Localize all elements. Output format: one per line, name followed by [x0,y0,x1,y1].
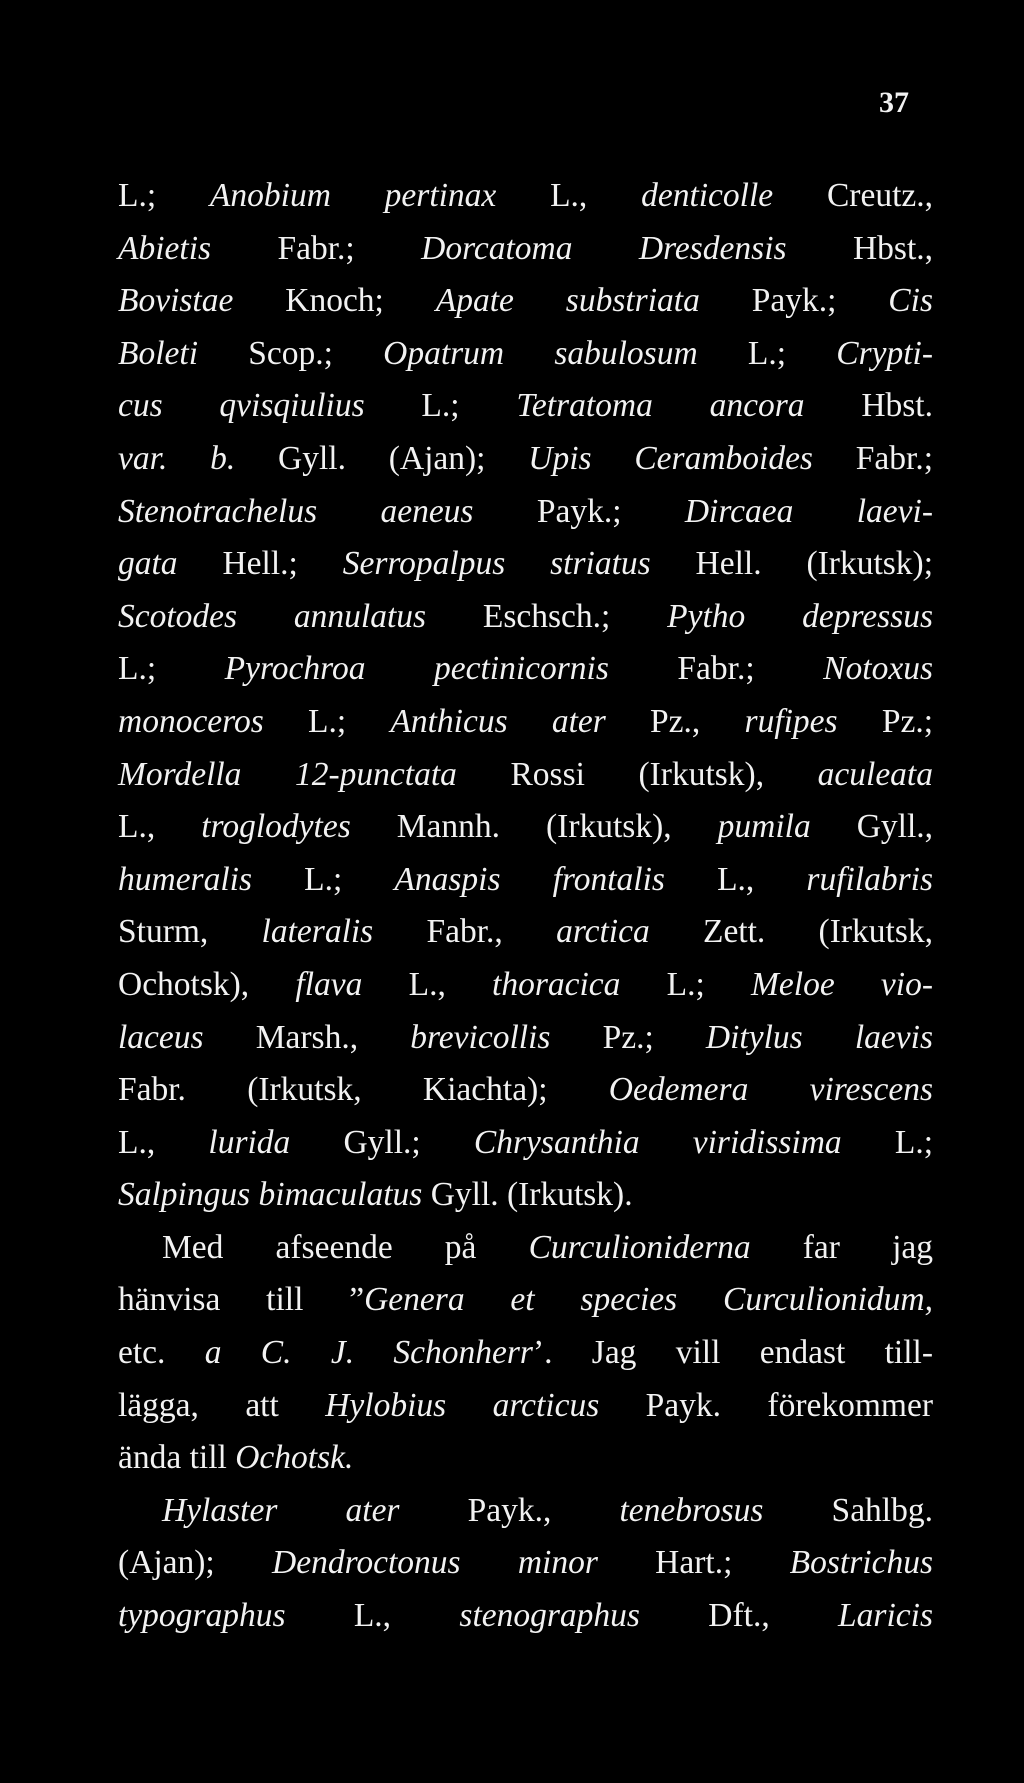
roman-text: far jag [750,1228,934,1266]
text-line [118,906,933,959]
roman-text: ’. Jag vill endast till- [532,1334,933,1372]
roman-text: Payk. förekommer [599,1386,933,1424]
roman-text: Fabr.; [608,650,824,688]
italic-text: Scotodes annulatus [118,597,427,635]
text-line [118,696,933,749]
italic-text: var. b. [118,439,236,477]
italic-text: thoracica [492,965,621,1003]
roman-text: Mannh. (Irkutsk), [350,808,718,846]
text-line [118,1117,933,1170]
roman-text: Gyll. (Irkutsk). [422,1176,633,1214]
italic-text: Anobium pertinax [209,177,497,214]
text-line [118,749,933,802]
text-line [118,643,933,696]
text-line [118,1432,933,1485]
italic-text: Bostrichus [789,1544,933,1582]
italic-text: stenographus [459,1597,640,1635]
italic-text: Bovistae [118,282,234,320]
italic-text: Ochotsk. [235,1439,354,1477]
roman-text: Fabr.; [812,439,934,477]
italic-text: Anthicus ater [390,702,606,740]
italic-text: a C. J. Schonherr [204,1334,533,1372]
italic-text: Meloe vio- [751,965,933,1003]
italic-text: Crypti- [836,334,933,372]
roman-text: ända till [118,1439,236,1477]
text-line [118,170,933,223]
roman-text: Rossi (Irkutsk), [456,755,818,793]
italic-text: rufilabris [806,860,933,898]
roman-text: L., [118,808,202,846]
roman-text: Payk.; [699,282,889,320]
roman-text: Pz., [605,702,745,740]
text-line [118,1169,933,1222]
roman-text: etc. [118,1334,205,1372]
roman-text: Hart.; [597,1544,790,1582]
italic-text: Abietis [118,229,212,267]
roman-text: Pz.; [550,1018,706,1056]
roman-text: Zett. (Irkutsk, [649,913,933,951]
text-line [118,1327,933,1380]
italic-text: Salpingus bimaculatus [118,1176,423,1214]
roman-text: Payk., [399,1491,620,1529]
text-line [118,1274,933,1327]
italic-text: Mordella 12-punctata [118,755,457,793]
text-line [118,1537,933,1590]
italic-text: Notoxus [823,650,933,688]
italic-text: pumila [717,808,811,846]
roman-text: (Ajan); [118,1544,273,1582]
roman-text: L., [664,860,807,898]
italic-text: Cis [888,282,933,320]
italic-text: Dendroctonus minor [272,1544,598,1582]
text-line [118,538,933,591]
roman-text: L.; [118,177,210,214]
italic-text: Opatrum sabulosum [383,334,698,372]
roman-text: Ochotsk), [118,965,296,1003]
text-line [118,380,933,433]
italic-text: gata [118,545,178,583]
roman-text: L.; [620,965,751,1003]
text-line [118,433,933,486]
roman-text: Creutz., [773,177,933,214]
roman-text: Marsh., [203,1018,411,1056]
text-line [118,1485,933,1538]
italic-text: arctica [556,913,650,951]
italic-text: Apate substriata [435,282,700,320]
roman-text: Sturm, [118,913,262,951]
roman-text: Fabr., [373,913,557,951]
italic-text: brevicollis [410,1018,551,1056]
roman-text: hänvisa till ” [118,1281,365,1319]
italic-text: monoceros [118,702,264,740]
roman-text: Sahlbg. [763,1491,933,1529]
roman-text: Payk.; [473,492,685,530]
italic-text: Pyrochroa pectinicornis [224,650,609,688]
text-line [118,223,933,276]
text-line [118,275,933,328]
roman-text: lägga, att [118,1386,326,1424]
italic-text: Serropalpus striatus [342,545,651,583]
italic-text: flava [295,965,363,1003]
roman-text: Med afseende på [162,1228,529,1266]
roman-text: Fabr. (Irkutsk, Kiachta); [118,1071,609,1109]
roman-text: Hbst., [786,229,933,267]
italic-text: Laricis [838,1597,933,1635]
italic-text: Hylaster ater [162,1491,400,1529]
italic-text: Hylobius arcticus [325,1386,600,1424]
roman-text: L.; [841,1123,933,1161]
italic-text: Dircaea laevi- [684,492,933,530]
italic-text: tenebrosus [619,1491,764,1529]
italic-text: Curculioniderna [528,1228,751,1266]
text-line [118,1222,933,1275]
text-line [118,1380,933,1433]
roman-text: Eschsch.; [426,597,668,635]
roman-text: L.; [697,334,837,372]
italic-text: Ditylus laevis [705,1018,933,1056]
italic-text: lateralis [261,913,374,951]
text-line [118,1012,933,1065]
italic-text: troglodytes [201,808,351,846]
text-line [118,959,933,1012]
italic-text: Pytho depressus [667,597,933,635]
roman-text: Hell.; [177,545,343,583]
italic-text: denticolle [641,177,774,214]
roman-text: Gyll.; [290,1123,474,1161]
text-line [118,591,933,644]
italic-text: rufipes [744,702,838,740]
italic-text: lurida [208,1123,291,1161]
italic-text: Upis Ceramboides [528,439,813,477]
italic-text: Boleti [118,334,199,372]
roman-text: L.; [364,387,517,425]
roman-text: Scop.; [198,334,384,372]
text-line [118,328,933,381]
italic-text: typographus [118,1597,286,1635]
roman-text: Knoch; [233,282,436,320]
italic-text: Oedemera virescens [608,1071,933,1109]
roman-text: Gyll. (Ajan); [235,439,529,477]
italic-text: Anaspis frontalis [394,860,665,898]
italic-text: Tetratoma ancora [516,387,805,425]
italic-text: Genera et species Curculionidum, [364,1281,933,1319]
text-line [118,1064,933,1117]
roman-text: L.; [118,650,225,688]
body-text [118,170,933,1643]
italic-text: laceus [118,1018,204,1056]
roman-text: L., [285,1597,460,1635]
roman-text: Hbst. [804,387,933,425]
roman-text: Dft., [639,1597,839,1635]
italic-text: humeralis [118,860,252,898]
roman-text: L.; [263,702,391,740]
roman-text: L., [362,965,493,1003]
roman-text: Gyll., [810,808,934,846]
roman-text: Fabr.; [211,229,422,267]
roman-text: L.; [252,860,395,898]
italic-text: Stenotrachelus aeneus [118,492,474,530]
text-line [118,854,933,907]
roman-text: L., [118,1123,209,1161]
text-line [118,801,933,854]
italic-text: cus qvisqiulius [118,387,365,425]
italic-text: aculeata [817,755,933,793]
text-line [118,486,933,539]
roman-text: Hell. (Irkutsk); [650,545,934,583]
italic-text: Dorcatoma Dresdensis [421,229,787,267]
page-number: 37 [879,86,909,119]
roman-text: L., [496,177,642,214]
roman-text: Pz.; [837,702,934,740]
text-line [118,1590,933,1643]
italic-text: Chrysanthia viridissima [473,1123,842,1161]
